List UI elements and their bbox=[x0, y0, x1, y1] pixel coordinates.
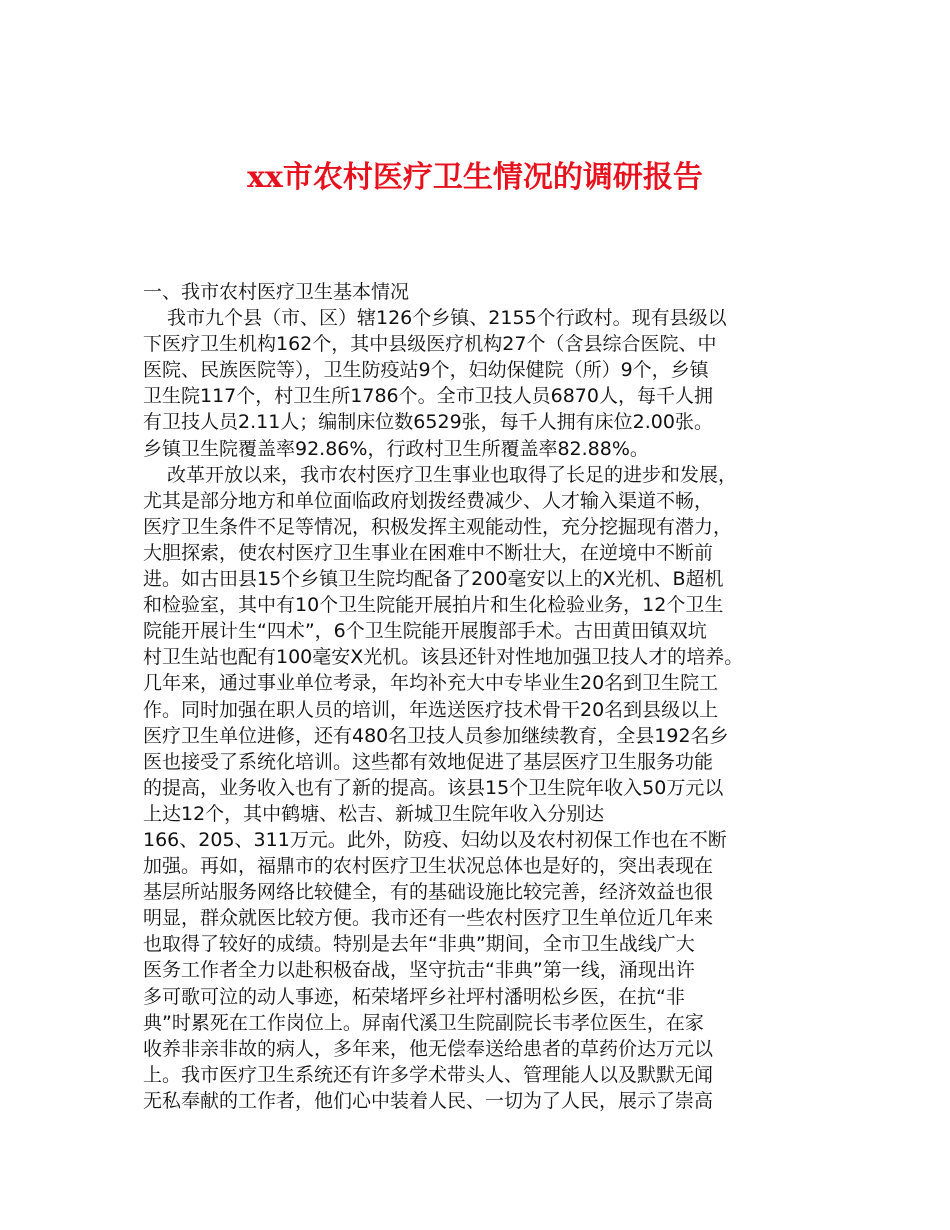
paragraph-line: 上达12个，其中鹤塘、松吉、新城卫生院年收入分别达 bbox=[143, 802, 605, 825]
paragraph-line: 收养非亲非故的病人，多年来，他无偿奉送给患者的草药价达万元以 bbox=[143, 1037, 714, 1060]
paragraph-line: 大胆探索，使农村医疗卫生事业在困难中不断壮大，在逆境中不断前 bbox=[143, 541, 714, 564]
paragraph-line: 典”时累死在工作岗位上。屏南代溪卫生院副院长韦孝位医生，在家 bbox=[143, 1011, 704, 1034]
paragraph-line: 院能开展计生“四术”，6个卫生院能开展腹部手术。古田黄田镇双坑 bbox=[143, 620, 707, 643]
paragraph-line: 几年来，通过事业单位考录，年均补充大中专毕业生20名到卫生院工 bbox=[143, 672, 719, 695]
paragraph-line: 医也接受了系统化培训。这些都有效地促进了基层医疗卫生服务功能 bbox=[143, 750, 714, 773]
paragraph-line: 下医疗卫生机构162个，其中县级医疗机构27个（含县综合医院、中 bbox=[143, 333, 717, 356]
paragraph-line: 卫生院117个，村卫生所1786个。全市卫技人员6870人，每千人拥 bbox=[143, 385, 713, 408]
paragraph-line: 改革开放以来，我市农村医疗卫生事业也取得了长足的进步和发展， bbox=[167, 463, 738, 486]
paragraph-line: 166、205、311万元。此外，防疫、妇幼以及农村初保工作也在不断 bbox=[143, 828, 727, 851]
document-title: xx市农村医疗卫生情况的调研报告 bbox=[247, 160, 703, 195]
paragraph-line: 医疗卫生条件不足等情况，积极发挥主观能动性，充分挖掘现有潜力， bbox=[143, 515, 733, 538]
paragraph-line: 加强。再如，福鼎市的农村医疗卫生状况总体也是好的，突出表现在 bbox=[143, 855, 714, 878]
paragraph-line: 明显，群众就医比较方便。我市还有一些农村医疗卫生单位近几年来 bbox=[143, 907, 714, 930]
paragraph-line: 作。同时加强在职人员的培训，年选送医疗技术骨干20名到县级以上 bbox=[143, 698, 719, 721]
paragraph-line: 医疗卫生单位进修，还有480名卫技人员参加继续教育，全县192名乡 bbox=[143, 724, 729, 747]
paragraph-line: 医务工作者全力以赴积极奋战，坚守抗击“非典”第一线，涌现出许 bbox=[143, 959, 695, 982]
paragraph-line: 医院、民族医院等），卫生防疫站9个，妇幼保健院（所）9个，乡镇 bbox=[143, 359, 709, 382]
paragraph-line: 有卫技人员2.11人；编制床位数6529张，每千人拥有床位2.00张。 bbox=[143, 411, 713, 434]
paragraph-line: 多可歌可泣的动人事迹，柘荣堵坪乡社坪村潘明松乡医，在抗“非 bbox=[143, 985, 685, 1008]
paragraph-line: 也取得了较好的成绩。特别是去年“非典”期间，全市卫生战线广大 bbox=[143, 933, 695, 956]
paragraph-line: 的提高，业务收入也有了新的提高。该县15个卫生院年收入50万元以 bbox=[143, 776, 724, 799]
paragraph-line: 尤其是部分地方和单位面临政府划拨经费减少、人才输入渠道不畅， bbox=[143, 489, 714, 512]
paragraph-line: 村卫生站也配有100毫安X光机。该县还针对性地加强卫技人才的培养。 bbox=[143, 646, 744, 669]
section-heading: 一、我市农村医疗卫生基本情况 bbox=[143, 281, 410, 303]
paragraph-line: 乡镇卫生院覆盖率92.86%，行政村卫生所覆盖率82.88%。 bbox=[143, 437, 649, 460]
paragraph-line: 我市九个县（市、区）辖126个乡镇、2155个行政村。现有县级以 bbox=[167, 307, 727, 330]
paragraph-line: 基层所站服务网络比较健全，有的基础设施比较完善，经济效益也很 bbox=[143, 881, 714, 904]
paragraph-line: 无私奉献的工作者，他们心中装着人民、一切为了人民，展示了崇高 bbox=[143, 1089, 714, 1112]
document-body bbox=[143, 279, 823, 1114]
paragraph-line: 和检验室，其中有10个卫生院能开展拍片和生化检验业务，12个卫生 bbox=[143, 594, 724, 617]
paragraph-line: 上。我市医疗卫生系统还有许多学术带头人、管理能人以及默默无闻 bbox=[143, 1063, 714, 1086]
paragraph-line: 进。如古田县15个乡镇卫生院均配备了200毫安以上的X光机、B超机 bbox=[143, 568, 724, 591]
